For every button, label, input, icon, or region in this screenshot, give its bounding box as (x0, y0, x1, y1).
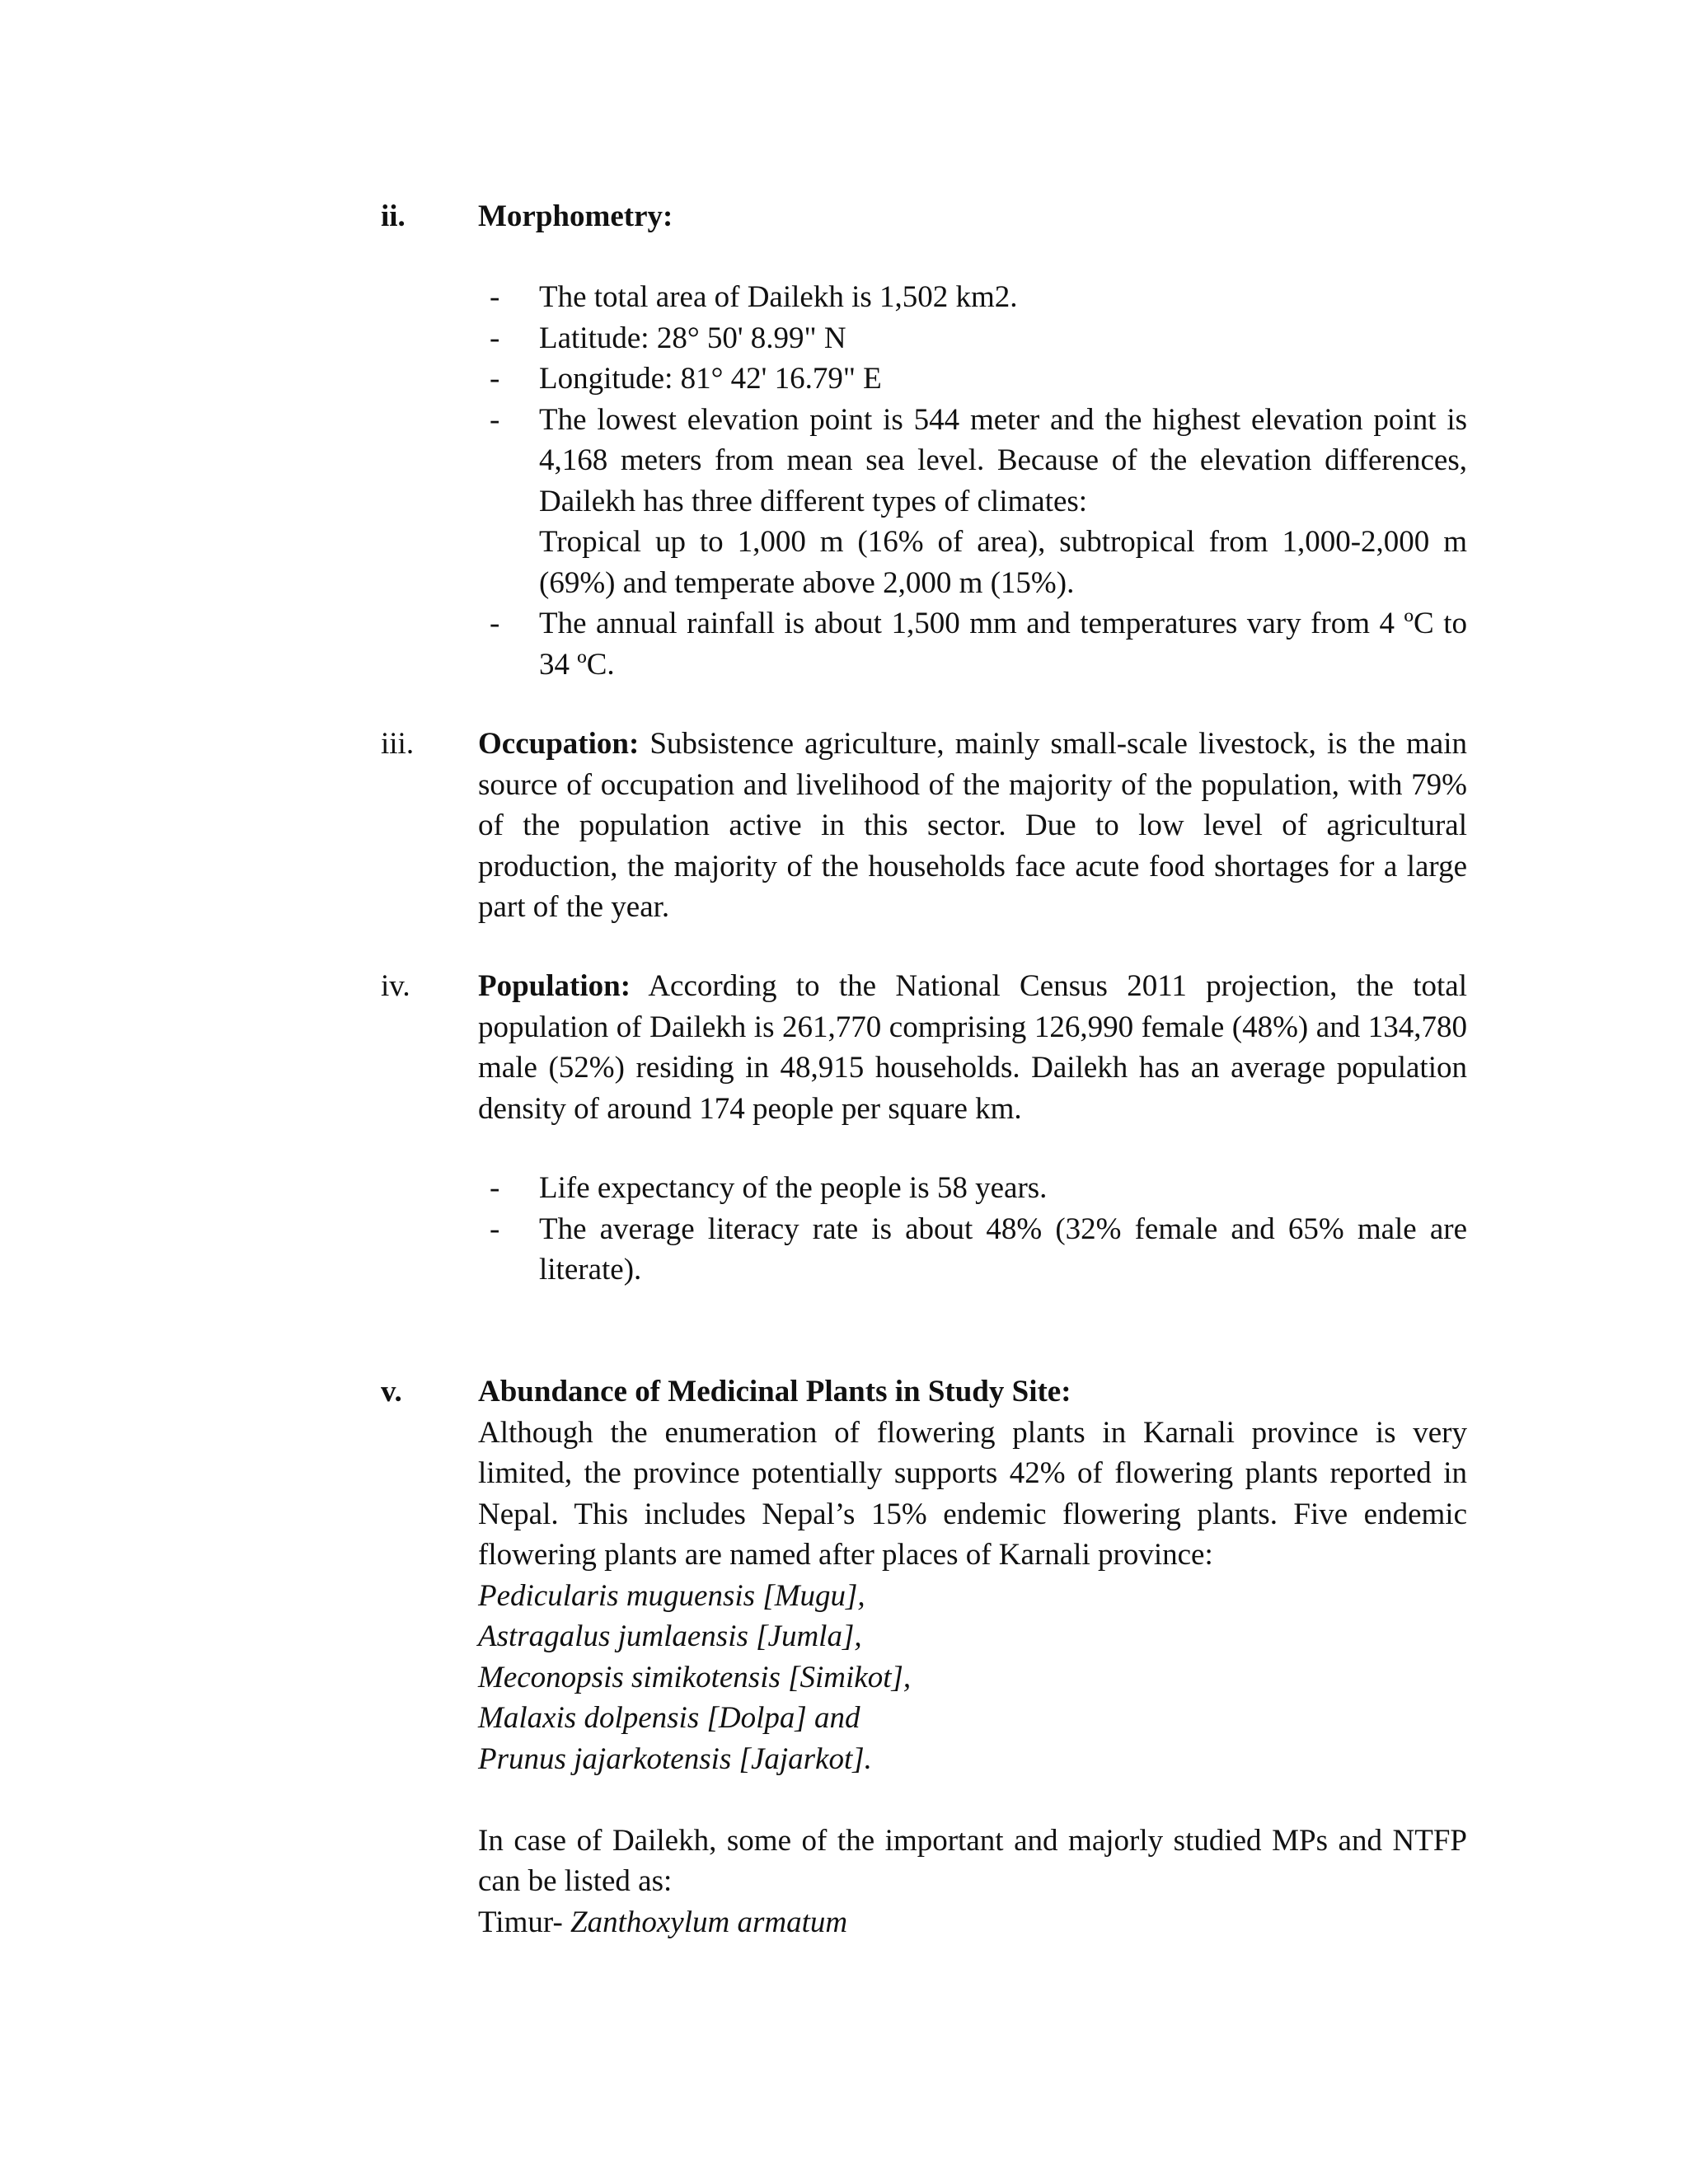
population-bullet-list (478, 1168, 1467, 1291)
section-number: v. (381, 1375, 402, 1408)
section-heading: Morphometry: (478, 199, 673, 233)
bullet-marker: - (490, 1171, 500, 1205)
bullet-marker: - (490, 402, 500, 437)
section-heading: Abundance of Medicinal Plants in Study Site: (478, 1375, 1071, 1408)
population-text: According to the National Census 2011 projection, the total population of Dailekh is 261,770 comprising 126,990 female (48%) and 134,780 male (52%) residing in 48,915 households. Dailekh has an average population density of around 174 people per square km. (478, 969, 1467, 1126)
list-item (478, 400, 1467, 604)
list-item (478, 277, 1467, 318)
list-item-text: The average literacy rate is about 48% (32% female and 65% male are literate). (539, 1212, 1467, 1286)
list-item (478, 603, 1467, 685)
morphometry-bullet-list (478, 277, 1467, 685)
climate-types-text: Tropical up to 1,000 m (16% of area), subtropical from 1,000-2,000 m (69%) and temperate above 2,000 m (15%). (539, 525, 1467, 600)
species-item: Prunus jajarkotensis [Jajarkot]. (478, 1741, 872, 1776)
population-paragraph (478, 966, 1467, 1129)
abundance-content (478, 1371, 1467, 1943)
section-number: iv. (381, 969, 410, 1003)
bullet-marker: - (490, 321, 500, 355)
bullet-marker: - (490, 1212, 500, 1246)
dailekh-intro-text: In case of Dailekh, some of the important and majorly studied MPs and NTFP can be listed as: (478, 1823, 1467, 1898)
bullet-marker: - (490, 607, 500, 640)
section-number: iii. (381, 727, 415, 761)
section-heading: Population: (478, 969, 631, 1003)
list-item-text: Latitude: 28° 50' 8.99" N (539, 321, 846, 355)
species-item: Malaxis dolpensis [Dolpa] and (478, 1701, 860, 1735)
timur-common-name: Timur- (478, 1905, 563, 1939)
list-item-text: The annual rainfall is about 1,500 mm and temperatures vary from 4 ºC to 34 ºC. (539, 607, 1467, 682)
section-heading: Occupation: (478, 727, 640, 761)
species-item: Meconopsis simikotensis [Simikot], (478, 1660, 912, 1694)
list-item-text: Longitude: 81° 42' 16.79" E (539, 362, 882, 396)
list-item (478, 1168, 1467, 1209)
species-item: Pedicularis muguensis [Mugu], (478, 1578, 865, 1613)
species-item: Astragalus jumlaensis [Jumla], (478, 1619, 862, 1653)
list-item (478, 359, 1467, 400)
timur-entry (478, 1902, 1467, 1943)
section-number: ii. (381, 199, 406, 233)
timur-scientific-name: Zanthoxylum armatum (570, 1905, 848, 1939)
list-item-text: Life expectancy of the people is 58 years. (539, 1171, 1048, 1205)
bullet-marker: - (490, 280, 500, 314)
list-item (478, 1209, 1467, 1291)
list-item-text: The total area of Dailekh is 1,502 km2. (539, 280, 1018, 314)
bullet-marker: - (490, 362, 500, 396)
occupation-text: Subsistence agriculture, mainly small-scale livestock, is the main source of occupation and livelihood of the majority of the population, with 79% of the population active in this sector. Due to low level of agricultural production, the majority of the households face acute food shortages for a large part of the year. (478, 727, 1467, 924)
list-item (478, 318, 1467, 359)
occupation-paragraph (478, 724, 1467, 928)
list-item-text: The lowest elevation point is 544 meter and the highest elevation point is 4,168 meters from mean sea level. Because of the elevation differences, Dailekh has three different types of climates: (539, 402, 1467, 518)
abundance-text: Although the enumeration of flowering plants in Karnali province is very limited, the province potentially supports 42% of flowering plants reported in Nepal. This includes Nepal’s 15% endemic flowering plants. Five endemic flowering plants are named after places of Karnali province: (478, 1415, 1467, 1572)
